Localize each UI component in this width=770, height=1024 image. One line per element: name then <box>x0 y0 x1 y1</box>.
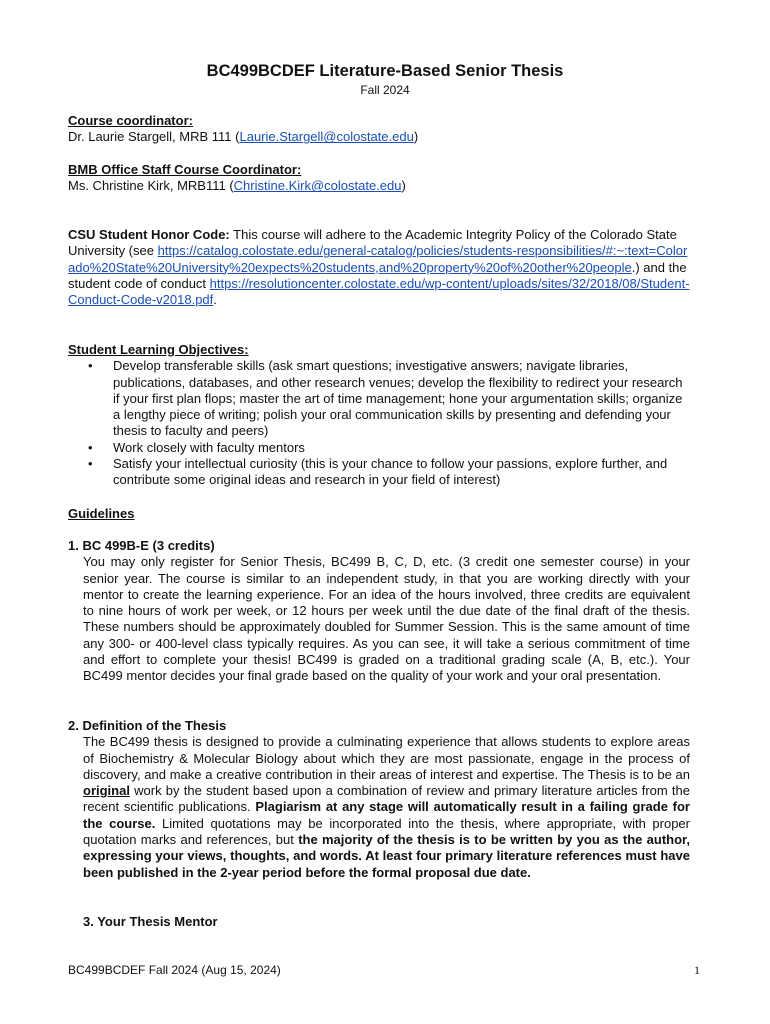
thesis-definition-text: The BC499 thesis is designed to provide a culminating experience that allows students to explore areas of Biochemistry & Molecular Biology about which they are most passionate, engage in the process of discovery, and make a creative contribution in their areas of interest and expertise. The Thesis is to be an <box>83 734 690 782</box>
course-coordinator-heading: Course coordinator: <box>68 113 193 128</box>
thesis-definition-text-2: work by the student based upon a combination of review and primary literature articles from the recent scientific publications. <box>83 783 690 815</box>
staff-coordinator-line <box>68 178 690 194</box>
guideline-3-section <box>68 914 690 930</box>
bullet-icon: • <box>88 358 93 374</box>
footer-label: BC499BCDEF Fall 2024 (Aug 15, 2024) <box>68 963 281 977</box>
bullet-icon: • <box>88 439 93 455</box>
list-item <box>68 358 690 439</box>
honor-code-text: This course will adhere to the Academic Integrity Policy of the Colorado State University (see <box>68 227 677 259</box>
list-item <box>68 440 690 456</box>
page-number: 1 <box>694 963 700 977</box>
academic-integrity-link[interactable]: https://catalog.colostate.edu/general-catalog/policies/students-responsibilities/#:~:text=Colorado%20State%20University%20expects%20students,and%20property%20of%20other%20people <box>68 243 688 275</box>
list-item <box>68 456 690 489</box>
objective-text: Satisfy your intellectual curiosity (this is your chance to follow your passions, explore further, and contribute some original ideas and research in your field of interest) <box>113 456 668 488</box>
staff-close: ) <box>401 178 406 194</box>
objective-text: Develop transferable skills (ask smart questions; investigative answers; navigate libraries, publications, databases, and other research venues; develop the flexibility to redirect your research if your first plan flops; master the art of time management; hone your argumentation skills; organize a lengthy piece of writing; polish your oral communication skills by presenting and defending your thesis to faculty and peers) <box>113 358 683 439</box>
coordinator-email-link[interactable]: Laurie.Stargell@colostate.edu <box>239 129 414 145</box>
honor-code-section <box>68 227 690 308</box>
authorship-requirement: the majority of the thesis is to be written by you as the author, expressing your views, thoughts, and words. At least four primary literature references must have been published in the 2-year period before the formal proposal due date. <box>83 832 690 880</box>
bullet-icon: • <box>88 456 93 472</box>
honor-code-text-3: . <box>213 292 217 308</box>
guidelines-section <box>68 506 690 522</box>
learning-objectives-heading: Student Learning Objectives: <box>68 342 249 357</box>
course-coordinator-section <box>68 113 690 146</box>
staff-text: Ms. Christine Kirk, MRB111 ( <box>68 178 234 194</box>
document-term: Fall 2024 <box>360 83 410 97</box>
coordinator-close: ) <box>413 129 419 145</box>
guideline-2-body <box>68 734 690 881</box>
guideline-3-title: 3. Your Thesis Mentor <box>83 914 218 929</box>
original-emphasis: original <box>83 783 130 799</box>
document-title: BC499BCDEF Literature-Based Senior Thesis <box>206 62 564 80</box>
course-coordinator-line <box>68 129 690 145</box>
staff-coordinator-heading: BMB Office Staff Course Coordinator: <box>68 162 302 177</box>
thesis-definition-text-3: Limited quotations may be incorporated into the thesis, where appropriate, with proper quotation marks and references, but <box>83 815 690 848</box>
honor-code-text-2: .) and the student code of conduct <box>68 259 687 291</box>
staff-coordinator-section <box>68 162 690 195</box>
guideline-2-section <box>68 718 690 881</box>
guideline-2-title: 2. Definition of the Thesis <box>68 718 227 733</box>
learning-objectives-section <box>68 342 690 489</box>
coordinator-text: Dr. Laurie Stargell, MRB 111 ( <box>68 129 240 145</box>
guideline-1-title: 1. BC 499B-E (3 credits) <box>68 538 215 553</box>
objectives-list <box>68 358 690 488</box>
staff-email-link[interactable]: Christine.Kirk@colostate.edu <box>233 178 402 194</box>
guidelines-heading: Guidelines <box>68 506 135 521</box>
guideline-1-section <box>68 538 690 685</box>
student-conduct-code-link[interactable]: https://resolutioncenter.colostate.edu/wp-content/uploads/sites/32/2018/08/Student-Conduct-Code-v2018.pdf <box>68 275 690 308</box>
objective-text: Work closely with faculty mentors <box>113 439 305 455</box>
honor-code-label: CSU Student Honor Code: <box>68 227 230 242</box>
plagiarism-warning: Plagiarism at any stage will automatically result in a failing grade for the course. <box>83 799 690 831</box>
guideline-1-body: You may only register for Senior Thesis, BC499 B, C, D, etc. (3 credit one semester course) in your senior year. The course is similar to an independent study, in that you are working directly with your mentor to create the learning experience. For an idea of the hours involved, three credits are equivalent to nine hours of work per week, or 12 hours per week until the due date of the final draft of the thesis. These numbers should be approximately doubled for Summer Session. This is the same amount of time any 300- or 400-level class typically requires. As you can see, it will take a serious commitment of time and effort to complete your thesis! BC499 is graded on a traditional grading scale (A, B, etc.). Your BC499 mentor decides your final grade based on the quality of your work and your oral presentation. <box>83 554 690 684</box>
